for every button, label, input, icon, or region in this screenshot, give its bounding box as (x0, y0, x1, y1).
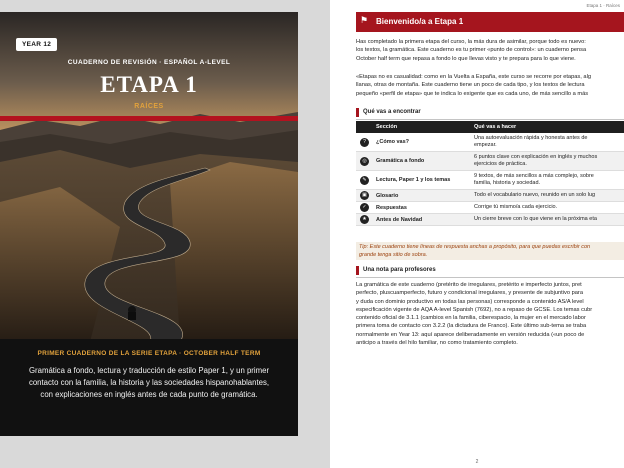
column-header: Qué vas a hacer (471, 121, 624, 133)
table-row (356, 202, 624, 214)
section-description-cell: Un cierre breve con lo que viene en la próxima eta (471, 214, 624, 226)
section-name-cell: Respuestas (373, 202, 471, 214)
cover-page (0, 12, 298, 436)
column-header: Sección (373, 121, 471, 133)
table-row (356, 214, 624, 226)
book-icon: ▣ (360, 191, 369, 200)
teachers-paragraph: La gramática de este cuaderno (pretérito de irregulares, pretérito e imperfecto juntos, pret perfecto, pluscuamperfecto, futuro y condicional irregulares, y presente de subjuntivo para y duda con dominio productivo en todas las personas) corresponde a contenido AS/A level especificación vigente de AQA A-level Spanish (7692), no a repaso de GCSE. Los temas cubr contenido oficial de 3.1.1 (cambios en la familia, ciberespacio, la mujer en el mercado labor primera toma de contacto con 3.2.2 (la dictadura de Franco). Este último sub-tema se traba normalmente en Year 13: aquí aparece deliberadamente en versión reducida («un poco de anticipo a través del hilo familiar, no como tratamiento completo. (356, 282, 593, 347)
banner-title: Bienvenido/a a Etapa 1 (376, 17, 464, 26)
section-description-cell: Todo el vocabulario nuevo, reunido en un solo lug (471, 190, 624, 202)
section-title-teachers: Una nota para profesores (356, 266, 624, 275)
sections-table (356, 121, 624, 226)
section-description-cell: Una autoevaluación rápida y honesta antes de empezar. (471, 133, 624, 152)
red-divider-bar (0, 116, 298, 121)
section-name-cell: Glosario (373, 190, 471, 202)
interior-page (330, 0, 624, 468)
section-description-cell: 6 puntos clave con explicación en inglés y muchos ejercicios de práctica. (471, 152, 624, 171)
section-name-cell: ¿Cómo vas? (373, 133, 471, 152)
cover-title: ETAPA 1 (100, 72, 198, 97)
running-head: Etapa 1 · Raíces (586, 3, 620, 8)
table-row (356, 133, 624, 152)
cover-series-line: PRIMER CUADERNO DE LA SERIE ETAPA · OCTOBER HALF TERM (37, 350, 261, 357)
section-name-cell: Antes de Navidad (373, 214, 471, 226)
intro-paragraph: Has completado la primera etapa del curso, la más dura de asimilar, porque todo es nuevo: los textos, la gramática. Este cuaderno es tu primer «punto de control»: un cuaderno pensa October half term que repasa a fondo lo que llevas visto y te prepara para lo que viene. (356, 39, 587, 62)
intro-paragraph-2: «Etapas no es casualidad: como en la Vuelta a España, este curso se recorre por etapas, alg llanas, otras de montaña. Este cuaderno tiene un poco de cada tipo, y los textos de lectura pequeño «perfil de etapa» que te indica lo exigente que es cada uno, de más sencillo a más (356, 74, 592, 97)
section-description-cell: Corrige tú mismo/a cada ejercicio. (471, 202, 624, 214)
section-rule (356, 277, 624, 278)
target-icon: ◎ (360, 157, 369, 166)
section-description-cell: 9 textos, de más sencillos a más complejo, sobre familia, historia y sociedad. (471, 171, 624, 190)
question-icon: ? (360, 138, 369, 147)
table-row (356, 171, 624, 190)
welcome-banner (356, 12, 624, 32)
check-icon: ✓ (360, 203, 369, 212)
page-number: 2 (475, 459, 479, 465)
table-header-row (356, 121, 624, 133)
section-name-cell: Lectura, Paper 1 y los temas (373, 171, 471, 190)
table-row (356, 190, 624, 202)
flag-icon: ⚑ (360, 15, 369, 25)
section-rule (356, 119, 624, 120)
tip-box: Tip: Este cuaderno tiene líneas de respuesta anchas a propósito, para que puedas escribir con grande tenga sitio de sobra. (356, 242, 624, 260)
table-row (356, 152, 624, 171)
pen-icon: ✎ (360, 176, 369, 185)
cover-subtitle: CUADERNO DE REVISIÓN · ESPAÑOL A-LEVEL (67, 59, 231, 66)
section-name-cell: Gramática a fondo (373, 152, 471, 171)
section-title-contents: Qué vas a encontrar (356, 108, 624, 117)
cover-description: Gramática a fondo, lectura y traducción de estilo Paper 1, y un primer contacto con la familia, la historia y las sociedades hispanohablantes, con explicaciones en inglés antes de cada punto de gramática. (28, 366, 270, 399)
star-icon: ★ (360, 215, 369, 224)
year-badge: YEAR 12 (16, 38, 57, 51)
cover-theme: RAÍCES (134, 103, 164, 110)
